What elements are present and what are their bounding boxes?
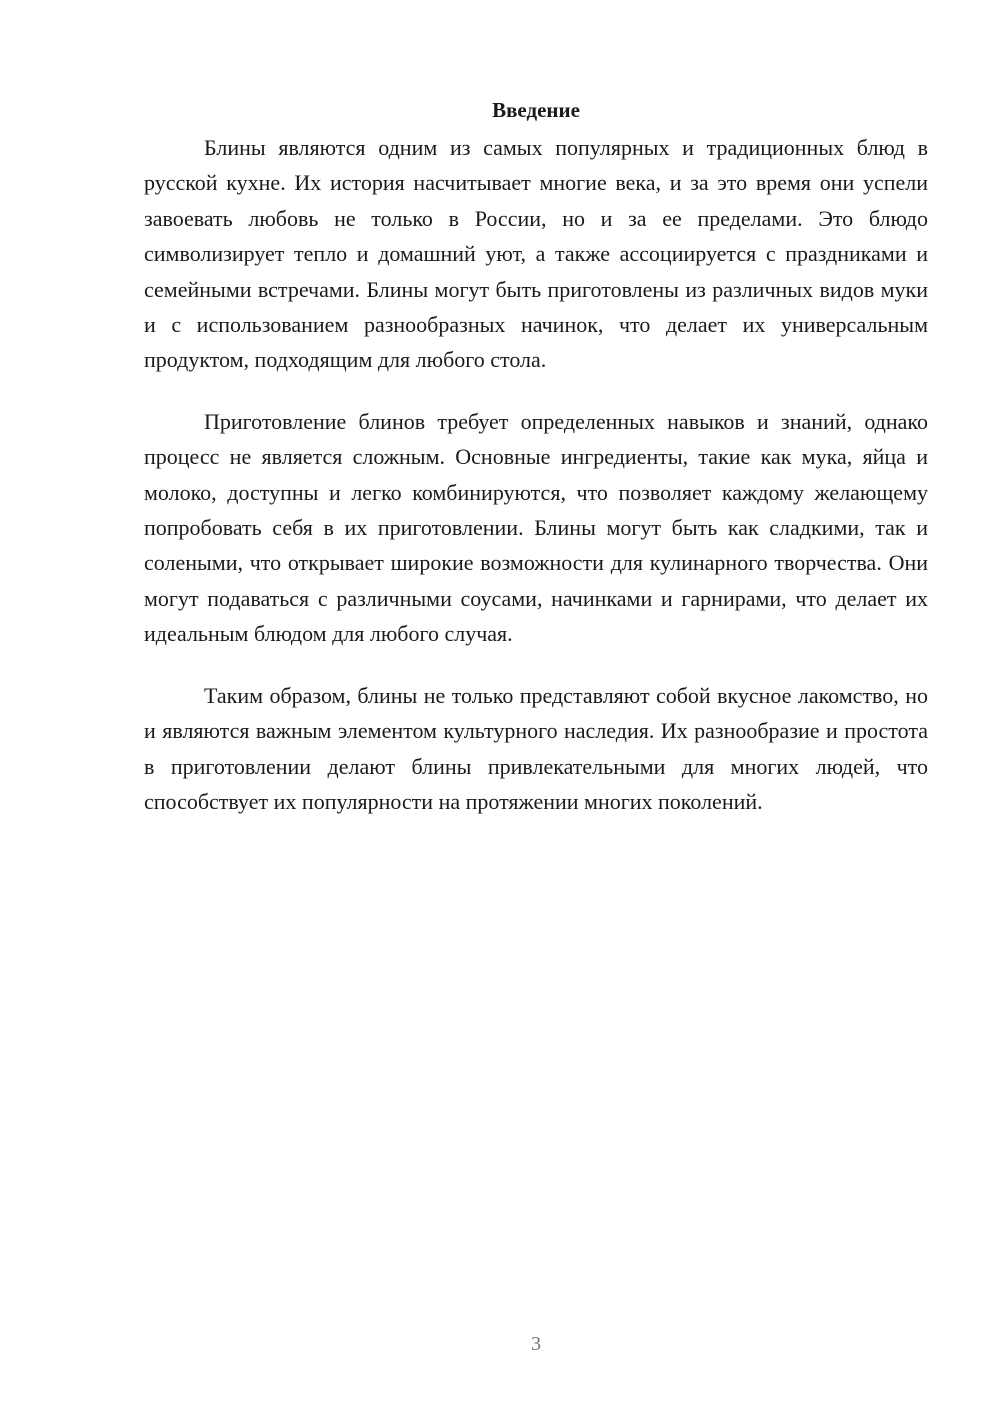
paragraph-preparation: Приготовление блинов требует определенных навыков и знаний, однако процесс не является сложным. Основные ингредиенты, такие как мука, яйца и молоко, доступны и легко комбинируются, что позволяет каждому желающему попробовать себя в их приготовлении. Блины могут быть как сладкими, так и солеными, что открывает широкие возможности для кулинарного творчества. Они могут подаваться с различными соусами, начинками и гарнирами, что делает их идеальным блюдом для любого случая. xyxy=(144,408,928,647)
paragraph-intro: Блины являются одним из самых популярных и традиционных блюд в русской кухне. Их история насчитывает многие века, и за это время они успели завоевать любовь не только в России, но и за ее пределами. Это блюдо символизирует тепло и домашний уют, а также ассоциируется с праздниками и семейными встречами. Блины могут быть приготовлены из различных видов муки и с использованием разнообразных начинок, что делает их универсальным продуктом, подходящим для любого стола. xyxy=(144,135,928,373)
section-heading: Введение xyxy=(492,98,580,122)
page-content xyxy=(144,92,928,845)
paragraph-conclusion: Таким образом, блины не только представляют собой вкусное лакомство, но и являются важным элементом культурного наследия. Их разнообразие и простота в приготовлении делают блины привлекательными для многих людей, что способствует их популярности на протяжении многих поколений. xyxy=(144,682,928,814)
page-number: 3 xyxy=(531,1333,541,1355)
